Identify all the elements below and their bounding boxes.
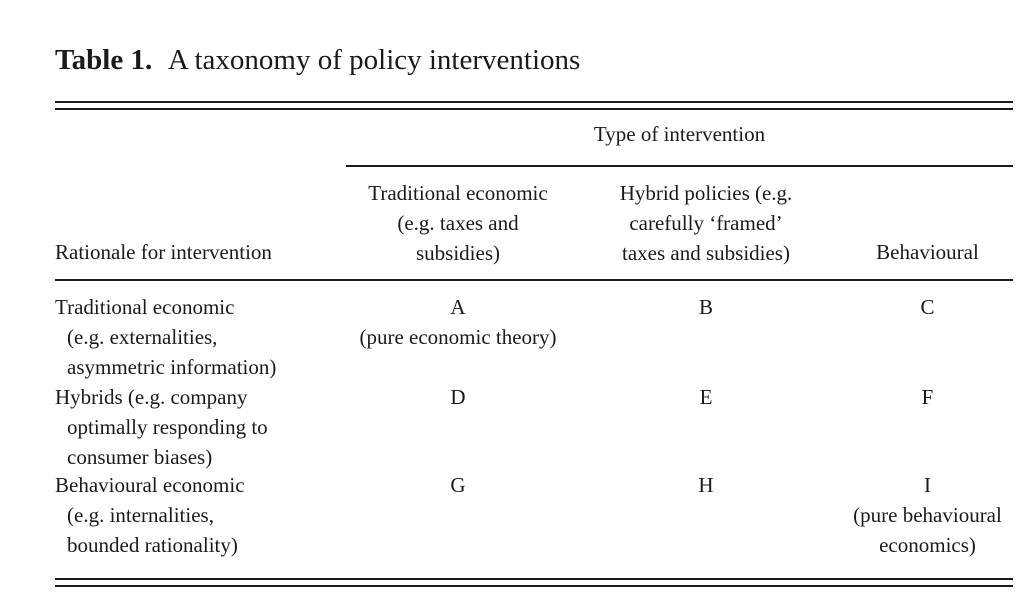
rationale-line: bounded rationality) [67, 533, 238, 557]
header-line: Behavioural [876, 240, 979, 264]
cell-line: (pure economic theory) [359, 325, 557, 349]
caption-label: Table 1. [55, 44, 153, 76]
rationale-line: Behavioural economic [55, 473, 245, 497]
cell-H [594, 470, 818, 500]
cell-A [346, 292, 570, 352]
column-header-behavioural [842, 237, 1013, 267]
cell-line: I [924, 473, 931, 497]
cell-B [594, 292, 818, 322]
rationale-line: (e.g. externalities, [67, 325, 218, 349]
cell-D [346, 382, 570, 412]
cell-line: G [450, 473, 466, 497]
header-line: (e.g. taxes and [397, 211, 519, 235]
column-header-traditional [346, 178, 570, 268]
cell-line: H [698, 473, 714, 497]
rationale-line: consumer biases) [67, 445, 213, 469]
bottom-rule-1 [55, 578, 1013, 580]
cell-line: (pure behavioural [853, 503, 1002, 527]
row-3-rationale [55, 470, 245, 560]
rationale-line: (e.g. internalities, [67, 503, 214, 527]
header-group-label: Type of intervention [593, 122, 766, 146]
header-bottom-rule [55, 279, 1013, 281]
cell-line: D [450, 385, 466, 409]
cell-G [346, 470, 570, 500]
cell-E [594, 382, 818, 412]
column-header-hybrid [594, 178, 818, 268]
header-line: Hybrid policies (e.g. [619, 181, 793, 205]
table-caption [55, 44, 580, 77]
cell-F [842, 382, 1013, 412]
bottom-rule-2 [55, 585, 1013, 587]
cell-C [842, 292, 1013, 322]
row-1-rationale [55, 292, 276, 382]
header-line: taxes and subsidies) [622, 241, 790, 265]
row-header-label: Rationale for intervention [55, 240, 272, 264]
header-line: Traditional economic [368, 181, 548, 205]
rationale-line: optimally responding to [67, 415, 268, 439]
header-line: subsidies) [416, 241, 500, 265]
top-rule-1 [55, 101, 1013, 103]
rationale-line: Hybrids (e.g. company [55, 385, 248, 409]
cell-line: C [920, 295, 935, 319]
header-group-rule [346, 165, 1013, 167]
cell-line: F [921, 385, 934, 409]
row-2-rationale [55, 382, 268, 472]
cell-line: B [698, 295, 713, 319]
top-rule-2 [55, 108, 1013, 110]
rationale-line: asymmetric information) [67, 355, 277, 379]
header-line: carefully ‘framed’ [629, 211, 783, 235]
cell-I [836, 470, 1019, 560]
cell-line: E [699, 385, 713, 409]
cell-line: A [450, 295, 466, 319]
rationale-line: Traditional economic [55, 295, 235, 319]
cell-line: economics) [879, 533, 976, 557]
caption-title: A taxonomy of policy interventions [167, 44, 581, 76]
